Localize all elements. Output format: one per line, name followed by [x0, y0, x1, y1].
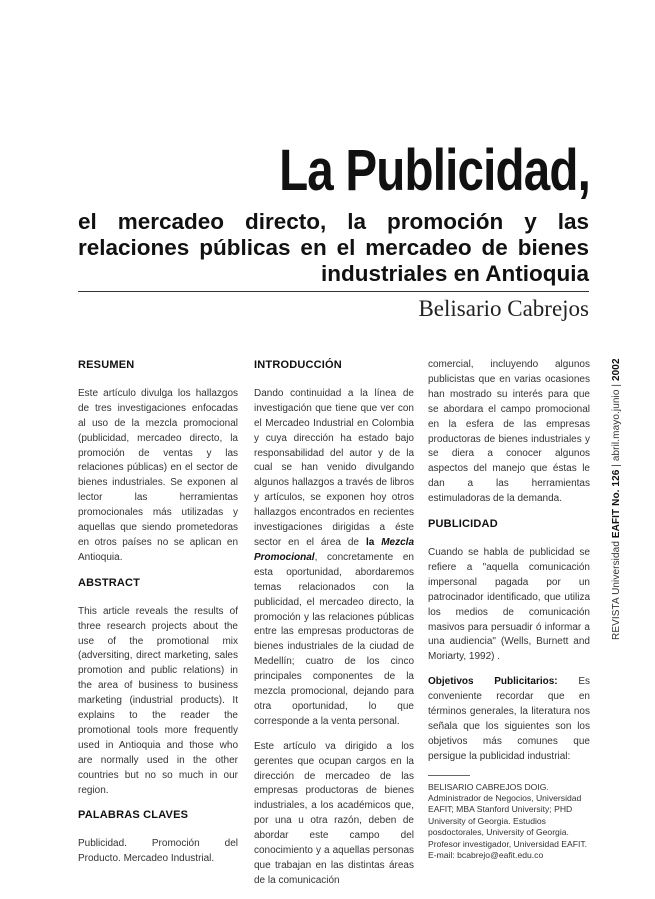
article-title: La Publicidad, [279, 138, 590, 203]
journal-sidebar [611, 358, 622, 640]
column-3 [428, 358, 590, 862]
keywords-text: Publicidad. Promoción del Producto. Mercadeo Industrial. [78, 838, 238, 865]
footnote-email[interactable]: E-mail: bcabrejo@eafit.edu.co [428, 850, 544, 861]
footnote-bio: BELISARIO CABREJOS DOIG. Administrador de Negocios, Universidad EAFIT; MBA Stanford University; PHD University of Georgia. Estudios posdoctorales, University of Georgia. Profesor investigador, Universidad EAFIT. [428, 781, 588, 849]
column-2 [254, 358, 414, 899]
title-divider [78, 291, 589, 292]
intro-p1-end: , concretamente en esta oportunidad, abordaremos temas relacionados con la publicidad, el mercadeo directo, la promoción y las relaciones públicas entre las empresas productoras de bienes industriales de la ciudad de Medellín; cuatro de los cinco principales componentes de la mezcla promocional, dejando para otra oportunidad, lo que corresponde a la venta personal. [254, 551, 414, 727]
column-1 [78, 358, 238, 877]
resumen-heading: RESUMEN [78, 359, 135, 371]
objetivos-text: Es conveniente recordar que en términos generales, la literatura nos señala que los siguientes son los objetivos más comunes que persigue la publicidad industrial: [428, 676, 590, 762]
publicidad-heading: PUBLICIDAD [428, 518, 498, 531]
intro-heading: INTRODUCCIÓN [254, 359, 342, 371]
publicidad-text: Cuando se habla de publicidad se refiere a "aquella comunicación impersonal pagada por un patrocinador identificado, que utiliza los medios de comunicación masivos para persuadir ó informar a una audiencia" (Wells, Burnett and Moriarty, 1992) . [428, 546, 590, 663]
intro-p1-start: Dando continuidad a la línea de investigación que tiene que ver con el Mercadeo Industrial en Colombia y cuya dirección ha estado bajo responsabilidad del autor y de la cual se han venido divulgando algunos hallazgos a través de libros y artículos, se exponen hoy otros hallazgos encontrados en recientes investigaciones dirigidas a éste sector en el área de [254, 387, 414, 548]
abstract-heading: ABSTRACT [78, 576, 141, 589]
sidebar-year: 2002 [611, 358, 622, 382]
intro-p1-italic: Mezcla Promocional [254, 536, 415, 563]
author-name: Belisario Cabrejos [418, 296, 589, 321]
objetivos-label: Objetivos Publicitarios: [428, 676, 558, 688]
footnote-divider [428, 775, 470, 776]
sidebar-eafit: EAFIT No. 126 [611, 469, 622, 539]
abstract-text: This article reveals the results of three research projects about the use of the promotional mix (adversiting, direct marketing, sales promotion and public relations) in the area of business to business marketing (industrial products). It explains to the reader the promotional tools more frequently used in Antioquia and those who are normally used in the other countries but no so much in our region. [78, 605, 238, 796]
intro-paragraph-1 [254, 387, 414, 730]
intro-continuation: comercial, incluyendo algunos publicistas que en varias ocasiones han mostrado su interés para que se abordara el campo promocional en la esfera de las empresas productoras de bienes industriales y se diera a conocer algunos aspectos del manejo que éstas le dan a las herramientas estimuladoras de la demanda. [428, 359, 590, 505]
sidebar-revista: REVISTA Universidad [611, 538, 622, 640]
sidebar-date: | abril.mayo.junio | [611, 381, 622, 470]
article-subtitle: el mercadeo directo, la promoción y las relaciones públicas en el mercadeo de bienes industriales en Antioquia [78, 209, 589, 286]
objetivos-paragraph [428, 675, 590, 764]
resumen-text: Este artículo divulga los hallazgos de tres investigaciones enfocadas al uso de la mezcla promocional (publicidad, mercadeo directo, la promoción de ventas y las relaciones públicas) en el sector de bienes industriales. Se exponen al lector las herramientas promocionales más utilizadas y aquellas que siendo prometedoras en otros países no se aplican en Antioquia. [78, 387, 238, 563]
keywords-heading: PALABRAS CLAVES [78, 809, 189, 822]
intro-paragraph-2: Este artículo va dirigido a los gerentes que ocupan cargos en la dirección de mercadeo de las empresas productoras de bienes industriales, a los académicos que, por una u otra razón, deben de abordar este campo del conocimiento y a aquellas personas que trabajan en las distintas áreas de la comunicación [254, 740, 414, 886]
intro-p1-bold: la [365, 536, 375, 548]
author-footnote [428, 782, 590, 862]
